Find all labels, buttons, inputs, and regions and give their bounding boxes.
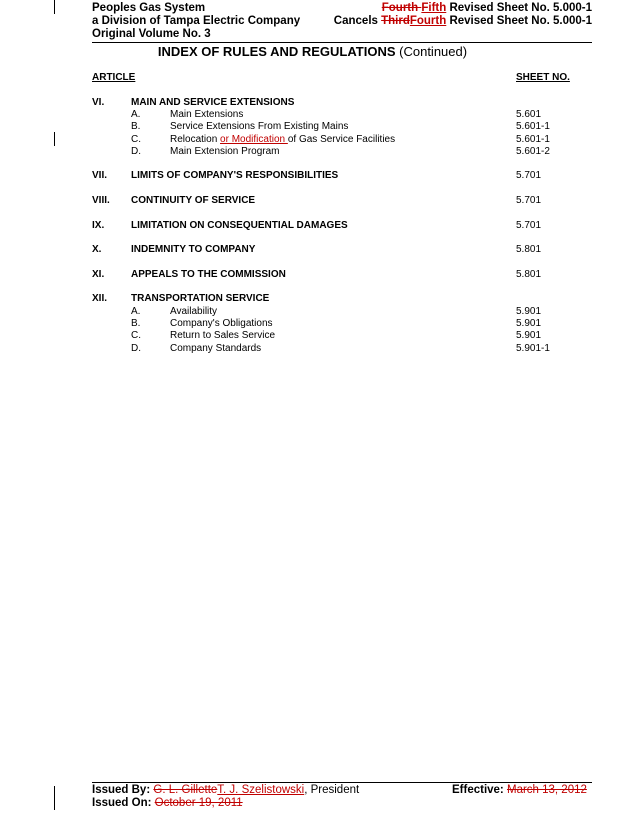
revision-rest: Revised Sheet No. 5.000-1 [446,2,592,14]
item-sheet: 5.901-1 [516,343,550,354]
title-suffix: (Continued) [395,44,468,59]
item-letter: B. [131,318,141,329]
header-volume: Original Volume No. 3 [92,28,211,40]
article-title: APPEALS TO THE COMMISSION [131,269,286,280]
article-sheet: 5.701 [516,220,542,231]
item-letter: D. [131,146,141,157]
title-main: INDEX OF RULES AND REGULATIONS [157,44,396,59]
revision-deleted: Fourth [381,2,422,14]
footer-rule [92,782,592,783]
column-sheet: SHEET NO. [516,72,570,83]
effective [452,784,587,796]
item-letter: A. [131,306,141,317]
change-bar-middle [54,132,55,146]
header-rule [92,42,592,43]
item-text-after: of Gas Service Facilities [287,134,396,145]
item-text: Return to Sales Service [170,330,276,341]
item-letter: B. [131,121,141,132]
article-sheet: 5.801 [516,269,542,280]
header-division: a Division of Tampa Electric Company [92,15,301,27]
item-sheet: 5.601-2 [516,146,550,157]
item-sheet: 5.601 [516,109,542,120]
item-sheet: 5.601-1 [516,121,550,132]
page-title [0,44,625,59]
item-text-inserted: or Modification [220,134,288,145]
item-text: Main Extensions [170,109,244,120]
item-letter: D. [131,343,141,354]
article-title: LIMITS OF COMPANY'S RESPONSIBILITIES [131,170,339,181]
issued-by-inserted: T. J. Szelistowski [217,784,305,796]
header-cancels [334,15,592,28]
cancels-deleted: Third [381,15,410,27]
item-text [170,134,395,145]
issued-by-deleted: G. L. Gillette [153,784,218,796]
item-letter: C. [131,134,141,145]
article-title: LIMITATION ON CONSEQUENTIAL DAMAGES [131,220,348,231]
item-sheet: 5.601-1 [516,134,550,145]
issued-on-label: Issued On: [92,797,152,809]
article-title: TRANSPORTATION SERVICE [131,293,270,304]
column-article: ARTICLE [92,72,136,83]
article-number: VI. [92,97,105,108]
item-sheet: 5.901 [516,330,542,341]
header-company: Peoples Gas System [92,2,206,14]
cancels-inserted: Fourth [409,15,447,27]
article-number: X. [92,244,102,255]
change-bar-bottom [54,786,55,810]
article-title: CONTINUITY OF SERVICE [131,195,256,206]
article-number: XII. [92,293,108,304]
article-title: INDEMNITY TO COMPANY [131,244,256,255]
issued-on [92,797,243,809]
issued-on-deleted: October 19, 2011 [154,797,243,809]
cancels-rest: Revised Sheet No. 5.000-1 [446,15,592,27]
item-letter: C. [131,330,141,341]
item-text: Service Extensions From Existing Mains [170,121,349,132]
item-sheet: 5.901 [516,306,542,317]
item-text: Main Extension Program [170,146,280,157]
issued-by-role: , President [304,784,360,796]
article-sheet: 5.701 [516,195,542,206]
article-sheet: 5.801 [516,244,542,255]
cancels-label: Cancels [333,15,382,27]
item-text: Company Standards [170,343,262,354]
item-text-before: Relocation [170,134,221,145]
article-number: XI. [92,269,105,280]
item-text: Availability [170,306,218,317]
change-bar-top [54,0,55,14]
article-number: IX. [92,220,105,231]
article-sheet: 5.701 [516,170,542,181]
item-letter: A. [131,109,141,120]
article-number: VII. [92,170,108,181]
item-sheet: 5.901 [516,318,542,329]
item-text: Company's Obligations [170,318,273,329]
effective-label: Effective: [452,784,504,796]
article-number: VIII. [92,195,110,206]
header-revision [382,2,592,15]
effective-deleted: March 13, 2012 [506,784,587,796]
issued-by [92,784,359,796]
article-title: MAIN AND SERVICE EXTENSIONS [131,97,295,108]
revision-inserted: Fifth [421,2,447,14]
issued-by-label: Issued By: [92,784,151,796]
